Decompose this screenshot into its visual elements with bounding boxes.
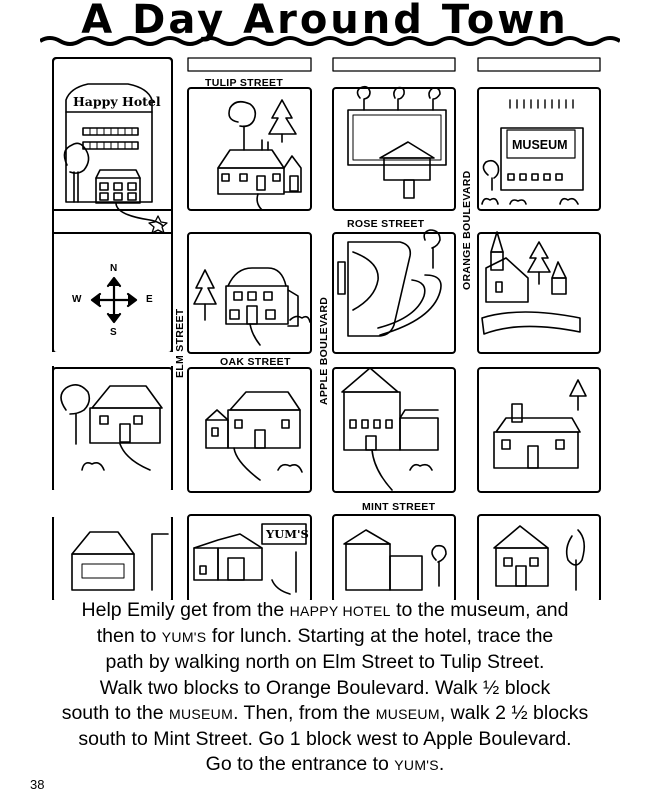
instructions-text: then to	[96, 625, 162, 648]
street-name-strips	[188, 58, 600, 71]
mint-street-label: MINT STREET	[362, 501, 436, 513]
yums-sign: YUM'S	[266, 527, 309, 541]
page-number: 38	[30, 777, 45, 792]
instructions-text: .	[438, 753, 445, 776]
compass-east: E	[146, 294, 153, 305]
museum-sign: MUSEUM	[512, 138, 568, 152]
row4-house-4	[494, 526, 584, 590]
compass-west: W	[72, 294, 82, 305]
compass-north: N	[110, 263, 118, 274]
church	[482, 232, 580, 334]
page-title: A Day Around Town	[81, 0, 569, 43]
tulip-house	[218, 100, 301, 210]
happy-hotel-sign: Happy Hotel	[73, 94, 161, 109]
museum-building	[482, 100, 583, 204]
instructions-text: Walk two blocks to Orange Boulevard. Walk ½ block	[99, 676, 551, 699]
instructions-paragraph	[20, 598, 630, 778]
instructions-text: Go to the entrance to	[205, 753, 395, 776]
east-house	[494, 380, 586, 468]
instructions-text: , walk 2 ½ blocks	[439, 701, 589, 724]
parking-lot	[338, 230, 441, 336]
oak-street-label: OAK STREET	[220, 356, 291, 368]
apple-boulevard-label: APPLE BOULEVARD	[318, 296, 330, 405]
instructions-museum: MUSEUM	[169, 705, 234, 722]
instructions-text: . Then, from the	[233, 701, 376, 724]
mint-house	[342, 368, 438, 490]
orange-boulevard-label: ORANGE BOULEVARD	[461, 170, 473, 290]
row4-house-3	[344, 530, 446, 590]
oak-house	[194, 268, 310, 345]
elm-street-label: ELM STREET	[174, 308, 186, 378]
instructions-text: path by walking north on Elm Street to Tulip Street.	[105, 651, 545, 674]
left-column-blocks	[50, 58, 175, 517]
compass-south: S	[110, 327, 117, 338]
instructions-text: south to Mint Street. Go 1 block west to Apple Boulevard.	[78, 728, 572, 751]
instructions-museum: MUSEUM	[375, 705, 440, 722]
tulip-street-label: TULIP STREET	[205, 77, 284, 89]
central-house	[206, 392, 302, 480]
instructions-text: Help Emily get from the	[81, 599, 290, 621]
park-block	[348, 87, 446, 198]
instructions-text: south to the	[61, 701, 170, 724]
elm-house	[61, 385, 162, 470]
instructions-hotel: HAPPY HOTEL	[289, 603, 391, 619]
compass-rose	[92, 278, 136, 322]
row4-house-1	[72, 532, 168, 590]
instructions-yums: YUM'S	[161, 629, 207, 646]
instructions-text: to the museum, and	[390, 599, 569, 621]
instructions-yums: YUM'S	[394, 757, 439, 774]
instructions-text: for lunch. Starting at the hotel, trace the	[206, 625, 554, 648]
rose-street-label: ROSE STREET	[347, 218, 425, 230]
